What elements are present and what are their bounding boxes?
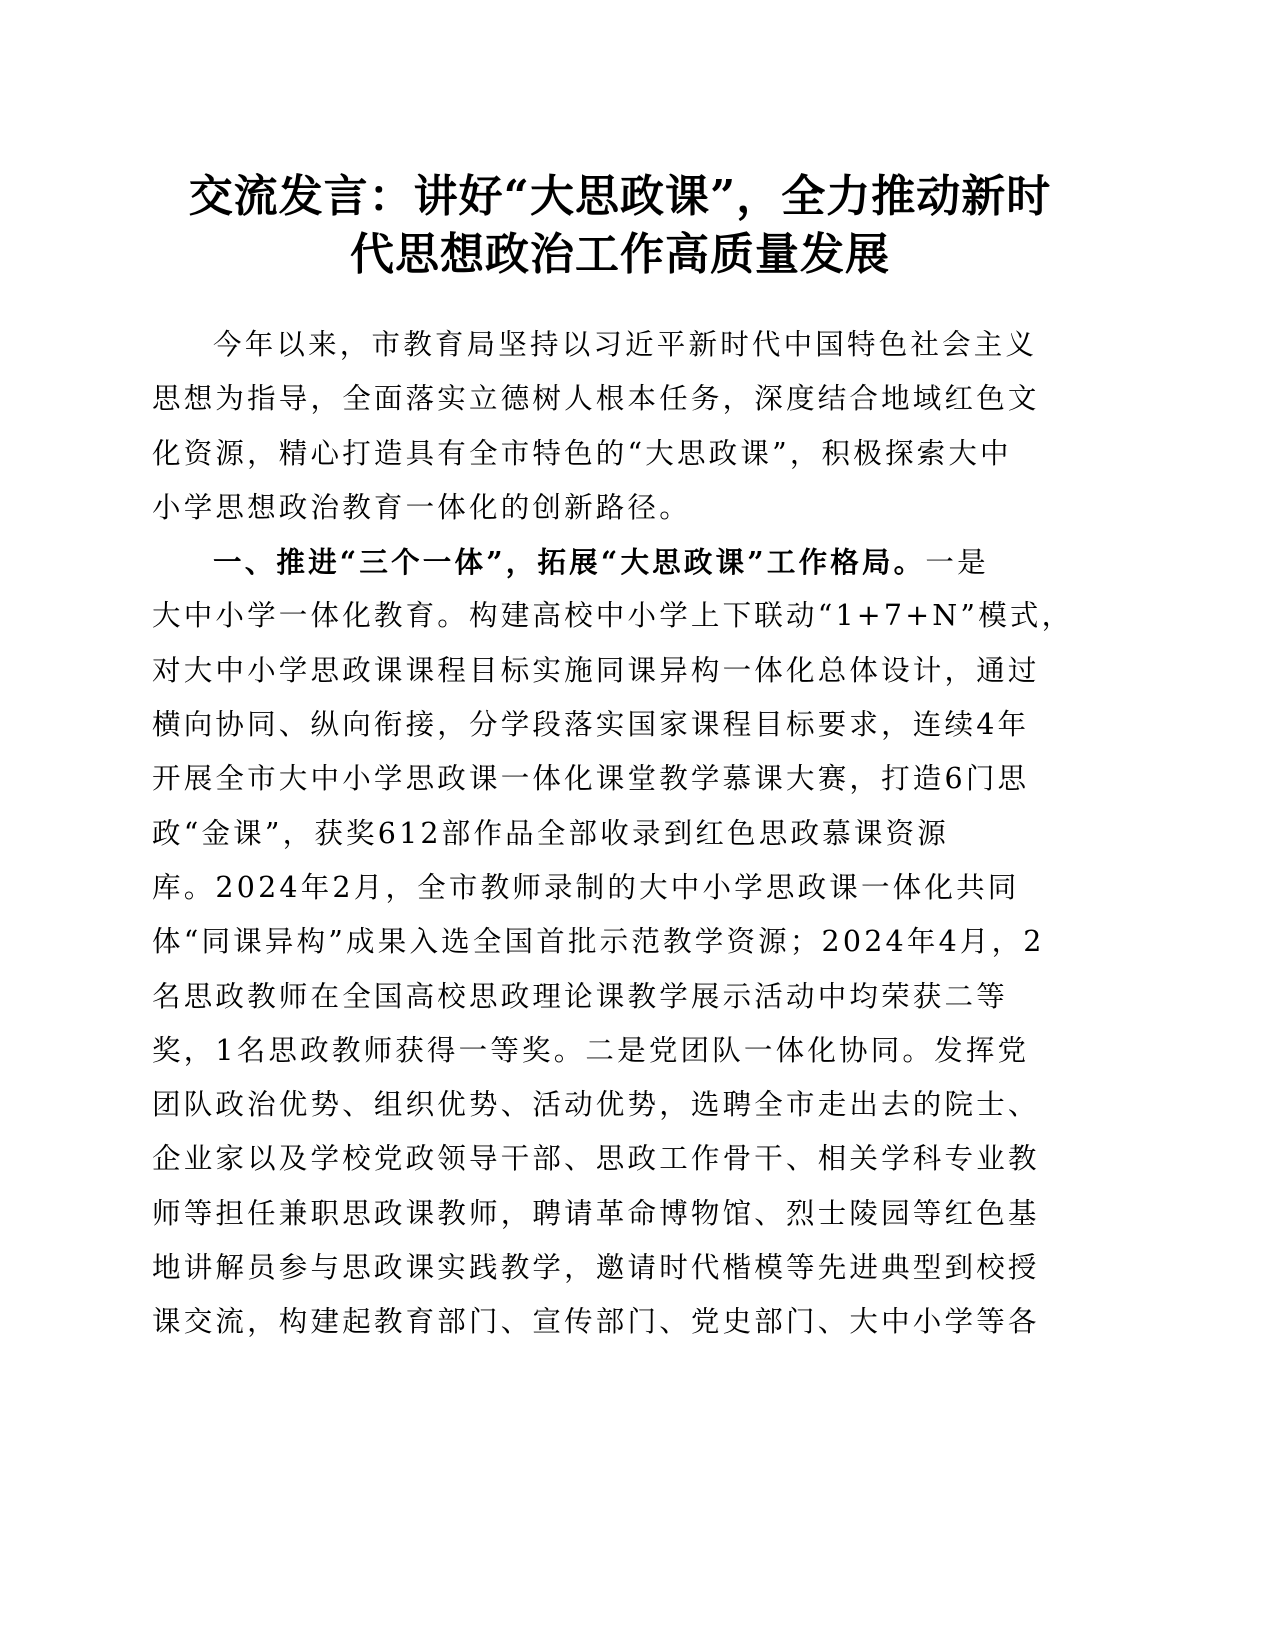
text-line: 大中小学一体化教育。构建高校中小学上下联动“1+7+N”模式，	[152, 599, 1074, 633]
title-line: 交流发言：讲好“大思政课”，全力推动新时	[188, 171, 1052, 222]
text-line: 横向协同、纵向衔接，分学段落实国家课程目标要求，连续4年	[152, 708, 1030, 742]
text-line: 开展全市大中小学思政课一体化课堂教学慕课大赛，打造6门思	[152, 762, 1030, 796]
text-line: 思想为指导，全面落实立德树人根本任务，深度结合地域红色文	[152, 382, 1040, 416]
text-line: 名思政教师在全国高校思政理论课教学展示活动中均荣获二等	[152, 979, 1008, 1013]
text-line: 企业家以及学校党政领导干部、思政工作骨干、相关学科专业教	[152, 1142, 1040, 1176]
text-line: 小学思想政治教育一体化的创新路径。	[152, 490, 691, 524]
text-line: 团队政治优势、组织优势、活动优势，选聘全市走出去的院士、	[152, 1088, 1040, 1122]
text-line: 地讲解员参与思政课实践教学，邀请时代楷模等先进典型到校授	[152, 1251, 1040, 1285]
text-line: 化资源，精心打造具有全市特色的“大思政课”，积极探索大中	[152, 436, 1012, 470]
text-line: 对大中小学思政课课程目标实施同课异构一体化总体设计，通过	[152, 653, 1040, 687]
paragraph-intro	[152, 318, 1102, 535]
text-line: 今年以来，市教育局坚持以习近平新时代中国特色社会主义	[213, 328, 1038, 361]
document-body	[152, 318, 1102, 1350]
text-line: 师等担任兼职思政课教师，聘请革命博物馆、烈士陵园等红色基	[152, 1196, 1040, 1230]
title-line: 代思想政治工作高质量发展	[350, 229, 890, 280]
text-line: 奖，1名思政教师获得一等奖。二是党团队一体化协同。发挥党	[152, 1033, 1030, 1067]
text-line	[152, 535, 1102, 589]
text-line: 课交流，构建起教育部门、宣传部门、党史部门、大中小学等各	[152, 1305, 1040, 1339]
text-run: 一是	[925, 546, 989, 580]
text-line: 体“同课异构”成果入选全国首批示范教学资源；2024年4月，2	[152, 925, 1045, 959]
text-line: 政“金课”，获奖612部作品全部收录到红色思政慕课资源	[152, 816, 949, 850]
paragraph-section-one	[152, 535, 1102, 1349]
section-heading: 一、推进“三个一体”，拓展“大思政课”工作格局。	[213, 545, 926, 580]
document-title	[150, 168, 1090, 284]
text-line: 库。2024年2月，全市教师录制的大中小学思政课一体化共同	[152, 870, 1020, 904]
